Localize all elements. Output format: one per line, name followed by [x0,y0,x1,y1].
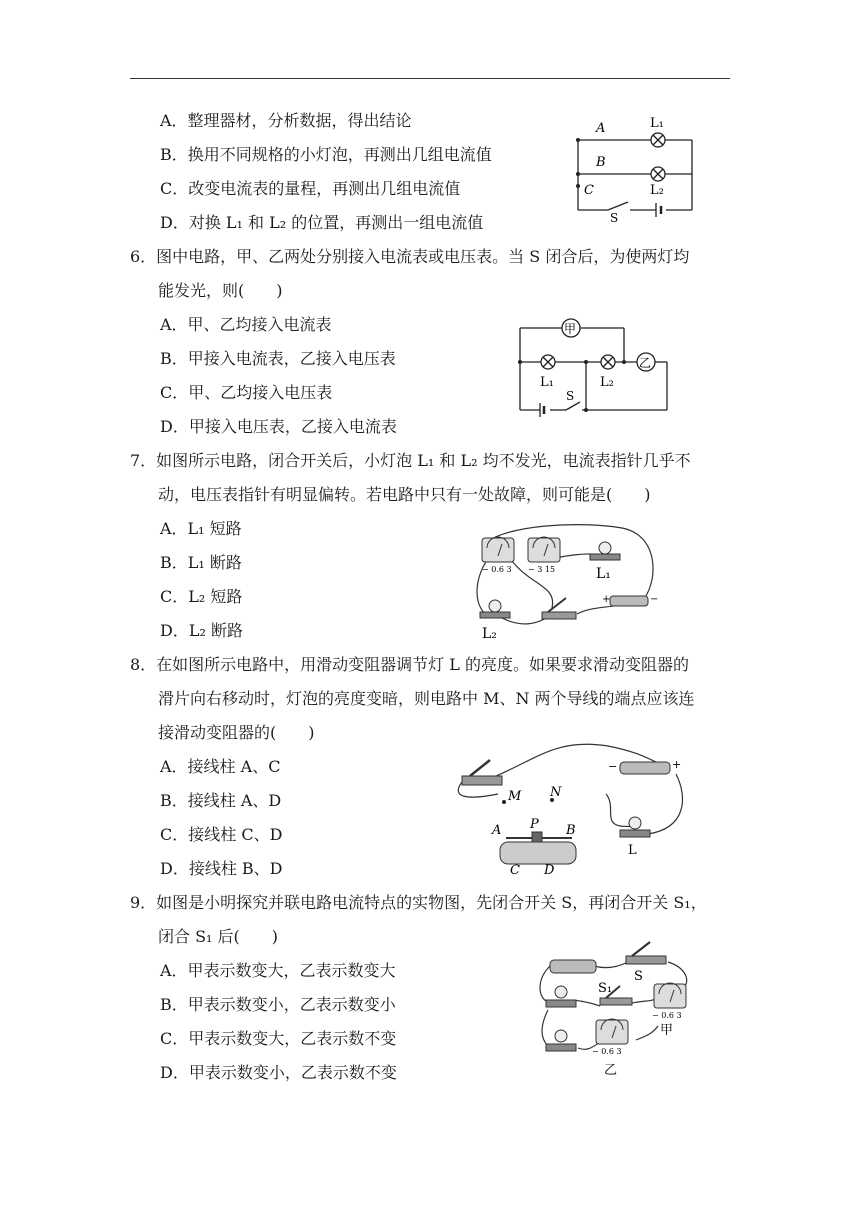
q7-option-a: A．L₁ 短路 [160,519,242,538]
q5-label-l2: L₂ [650,183,664,198]
q6-stem: 6．图中电路，甲、乙两处分别接入电流表或电压表。当 S 闭合后，为使两灯均 [130,247,690,266]
q8-label-m: M [508,789,522,804]
q8-circuit-photo [448,738,688,878]
q6-label-l2: L₂ [600,375,614,390]
q9-circuit-photo [528,940,700,1080]
q9-yi-scale: − 0.6 3 [592,1047,622,1056]
q8-option-c: C．接线柱 C、D [160,825,283,844]
bulb-l1-icon [590,542,620,560]
q5-label-l1: L₁ [650,116,664,131]
q7-label-plus: + [602,594,611,605]
rheostat-icon [500,832,576,864]
ammeter-jia-icon [654,983,686,1008]
q7-ammeter-scale: − 0.6 3 [482,565,512,574]
q9-stem: 9．如图是小明探究并联电路电流特点的实物图，先闭合开关 S，再闭合开关 S₁， [130,893,707,912]
q6-option-b: B．甲接入电流表，乙接入电压表 [160,349,396,368]
q5-label-s: S [610,211,619,225]
q9-option-c: C．甲表示数变大，乙表示数不变 [160,1029,397,1048]
q8-label-c: C [510,863,520,878]
q9-label-jia: 甲 [660,1023,674,1038]
q8-option-d: D．接线柱 B、D [160,859,283,878]
q6-option-d: D．甲接入电压表，乙接入电流表 [160,417,397,436]
q9-option-a: A．甲表示数变大，乙表示数变大 [160,961,396,980]
q5-label-c: C [584,183,594,198]
q7-label-l1: L₁ [596,566,611,582]
battery-icon [610,596,648,606]
q5-option-b: B．换用不同规格的小灯泡，再测出几组电流值 [160,145,492,164]
bulb-l2-icon [480,600,510,618]
q6-option-c: C．甲、乙均接入电压表 [160,383,333,402]
q5-option-d: D．对换 L₁ 和 L₂ 的位置，再测出一组电流值 [160,213,484,232]
q7-option-b: B．L₁ 断路 [160,553,242,572]
ammeter-yi-icon [596,1019,628,1044]
switch-icon [542,598,576,619]
battery-icon [620,762,670,774]
q7-stem: 7．如图所示电路，闭合开关后，小灯泡 L₁ 和 L₂ 均不发光，电流表指针几乎不 [130,451,691,470]
q5-label-a: A [596,121,606,136]
q8-label-plus: + [672,758,682,771]
q8-label-d: D [544,863,555,878]
q8-option-a: A．接线柱 A、C [160,757,281,776]
q9-option-d: D．甲表示数变小，乙表示数不变 [160,1063,397,1082]
ammeter-icon [482,537,514,562]
q8-label-n: N [550,785,562,800]
switch-s-icon [626,942,666,964]
q6-label-l1: L₁ [540,375,554,390]
q9-option-b: B．甲表示数变小，乙表示数变小 [160,995,396,1014]
q7-option-c: C．L₂ 短路 [160,587,243,606]
q8-stem-cont: 滑片向右移动时，灯泡的亮度变暗，则电路中 M、N 两个导线的端点应该连 [158,689,695,708]
voltmeter-icon [528,537,560,562]
q5-option-c: C．改变电流表的量程，再测出几组电流值 [160,179,461,198]
q9-label-yi: 乙 [604,1063,618,1078]
q7-option-d: D．L₂ 断路 [160,621,243,640]
q9-label-s: S [634,969,643,984]
q8-label-p: P [530,817,539,832]
q7-circuit-photo [462,516,662,642]
q8-stem-cont2: 接滑动变阻器的( ) [158,723,315,742]
bulb-top-icon [546,986,576,1007]
q8-label-minus: − [608,760,618,773]
q8-label-b: B [566,823,576,838]
q5-label-b: B [596,155,606,170]
q6-circuit-diagram [512,314,672,418]
q6-stem-cont: 能发光，则( ) [158,281,283,300]
q6-label-jia: 甲 [564,322,577,336]
q8-label-l: L [628,843,637,858]
switch-icon [462,760,502,785]
q8-label-a: A [492,823,502,838]
q7-label-minus: − [650,594,659,605]
q6-option-a: A．甲、乙均接入电流表 [160,315,332,334]
q6-label-yi: 乙 [639,356,652,370]
q8-option-b: B．接线柱 A、D [160,791,282,810]
bulb-bottom-icon [546,1030,576,1051]
q7-label-l2: L₂ [482,626,497,642]
header-rule [130,78,730,79]
q8-stem: 8．在如图所示电路中，用滑动变阻器调节灯 L 的亮度。如果要求滑动变阻器的 [130,655,689,674]
q9-jia-scale: − 0.6 3 [652,1011,682,1020]
q7-voltmeter-scale: − 3 15 [528,565,556,574]
q7-stem-cont: 动，电压表指针有明显偏转。若电路中只有一处故障，则可能是( ) [158,485,651,504]
q5-option-a: A．整理器材，分析数据，得出结论 [160,111,412,130]
q6-label-s: S [566,389,575,403]
q5-circuit-diagram [570,110,700,225]
battery-icon [550,960,596,973]
q9-stem-cont: 闭合 S₁ 后( ) [158,927,279,946]
q9-label-s1: S₁ [598,981,613,996]
